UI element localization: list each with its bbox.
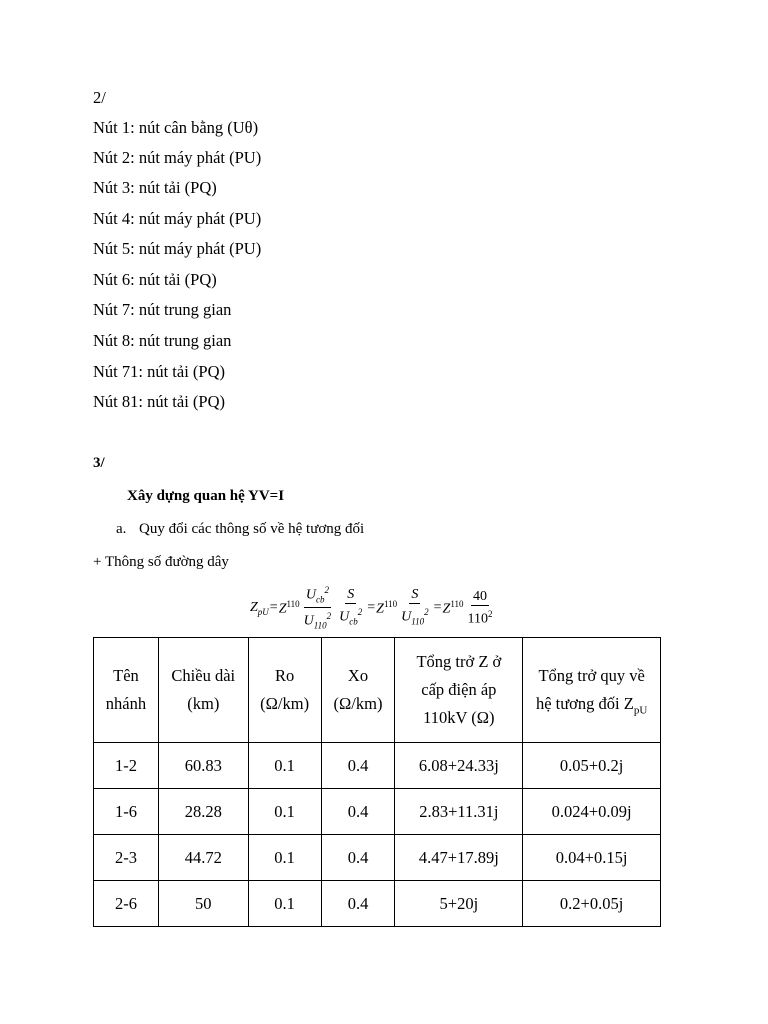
cell-impedance-110kv: 2.83+11.31j xyxy=(395,789,523,835)
table-header-row xyxy=(94,638,661,743)
formula-fraction-3: $\frac{S}{U_{110}^2}$ xyxy=(401,586,429,627)
node-line-10: Nút 81: nút tải (PQ) xyxy=(93,392,225,411)
section-3-heading: Xây dựng quan hệ YV=I xyxy=(127,488,285,504)
cell-ro: 0.1 xyxy=(248,881,321,927)
node-line-1: Nút 1: nút cân bằng (Uθ) xyxy=(93,118,259,137)
table-row xyxy=(94,789,661,835)
node-line-4: Nút 4: nút máy phát (PU) xyxy=(93,209,262,228)
formula-z-term-1: $Z^{110}$ xyxy=(278,598,300,617)
cell-xo: 0.4 xyxy=(321,789,395,835)
header-ro: Ro (Ω/km) xyxy=(248,638,321,743)
cell-xo: 0.4 xyxy=(321,743,395,789)
cell-impedance-pu: 0.024+0.09j xyxy=(523,789,661,835)
formula-lhs: $Z_{pU}$ xyxy=(250,599,269,617)
cell-xo: 0.4 xyxy=(321,835,395,881)
cell-impedance-110kv: 4.47+17.89j xyxy=(395,835,523,881)
per-unit-formula: $Z_{pU}$ = $Z^{110}$ $\frac{U_{cb}^2}{U_{110}^2}$ $\frac{S}{U_{cb}^2}$ = $Z^{110}$ $\frac{S}{U_{110}^2}$ = $Z^{110}$ $\frac{40}{110^2}$ xyxy=(250,582,496,634)
cell-impedance-110kv: 6.08+24.33j xyxy=(395,743,523,789)
cell-impedance-pu: 0.04+0.15j xyxy=(523,835,661,881)
header-xo: Xo (Ω/km) xyxy=(321,638,395,743)
formula-fraction-2: $\frac{S}{U_{cb}^2}$ xyxy=(339,586,363,627)
cell-ro: 0.1 xyxy=(248,835,321,881)
table-row xyxy=(94,835,661,881)
node-line-2: Nút 2: nút máy phát (PU) xyxy=(93,148,262,167)
header-branch-name: Tên nhánh xyxy=(94,638,159,743)
formula-z-term-3: $Z^{110}$ xyxy=(442,598,464,617)
header-impedance-pu: Tổng trở quy về hệ tương đối $Z_{pU}$ xyxy=(523,638,661,743)
cell-impedance-110kv: 5+20j xyxy=(395,881,523,927)
cell-xo: 0.4 xyxy=(321,881,395,927)
cell-length: 44.72 xyxy=(158,835,248,881)
cell-length: 28.28 xyxy=(158,789,248,835)
node-line-3: Nút 3: nút tải (PQ) xyxy=(93,178,217,197)
line-parameters-table xyxy=(93,637,661,927)
table-row xyxy=(94,881,661,927)
node-line-8: Nút 8: nút trung gian xyxy=(93,331,232,350)
formula-z-term-2: $Z^{110}$ xyxy=(376,598,398,617)
header-length: Chiều dài (km) xyxy=(158,638,248,743)
item-a-text: Quy đổi các thông số về hệ tương đối xyxy=(139,521,365,537)
cell-impedance-pu: 0.2+0.05j xyxy=(523,881,661,927)
cell-branch: 1-6 xyxy=(94,789,159,835)
cell-length: 50 xyxy=(158,881,248,927)
header-impedance-110kv: Tổng trở Z ở cấp điện áp 110kV (Ω) xyxy=(395,638,523,743)
section-2-number: 2/ xyxy=(93,88,106,107)
formula-fraction-1: $\frac{U_{cb}^2}{U_{110}^2}$ xyxy=(302,582,333,634)
cell-ro: 0.1 xyxy=(248,789,321,835)
cell-length: 60.83 xyxy=(158,743,248,789)
section-3-number: 3/ xyxy=(93,455,105,471)
node-line-6: Nút 6: nút tải (PQ) xyxy=(93,270,217,289)
cell-branch: 2-6 xyxy=(94,881,159,927)
node-line-9: Nút 71: nút tải (PQ) xyxy=(93,362,225,381)
node-line-5: Nút 5: nút máy phát (PU) xyxy=(93,239,262,258)
formula-fraction-4: $\frac{40}{110^2}$ xyxy=(467,588,493,627)
cell-branch: 2-3 xyxy=(94,835,159,881)
cell-branch: 1-2 xyxy=(94,743,159,789)
line-parameters-subheading: + Thông số đường dây xyxy=(93,554,229,570)
cell-ro: 0.1 xyxy=(248,743,321,789)
list-marker-a: a. xyxy=(116,521,127,537)
node-line-7: Nút 7: nút trung gian xyxy=(93,300,232,319)
cell-impedance-pu: 0.05+0.2j xyxy=(523,743,661,789)
table-row xyxy=(94,743,661,789)
